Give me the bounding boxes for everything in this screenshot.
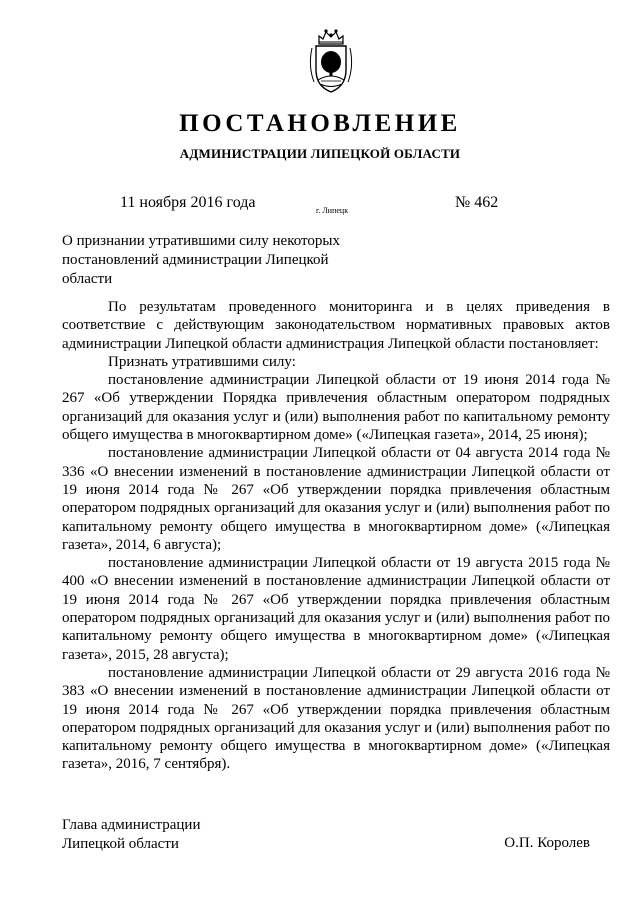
body-paragraph: постановление администрации Липецкой области от 19 августа 2015 года № 400 «О внесении изменений в постановление администрации Липецкой области от 19 июня 2014 года № 267 «Об утверждении порядка привлечения областным оператором подрядных организаций для оказания услуг и (или) выполнения работ по капитальному ремонту общего имущества в многоквартирном доме» («Липецкая газета», 2015, 28 августа);	[62, 555, 610, 663]
subject-line: О признании утратившими силу некоторых	[62, 233, 340, 249]
document-place: г. Липецк	[316, 206, 349, 215]
signatory-title-line: Липецкой области	[62, 836, 179, 852]
document-title: ПОСТАНОВЛЕНИЕ	[179, 110, 461, 137]
lipetsk-coat-of-arms-icon	[306, 26, 356, 98]
subject-line: области	[62, 271, 113, 287]
document-subject	[62, 232, 352, 289]
signatory-title-line: Глава администрации	[62, 817, 201, 833]
document-date: 11 ноября 2016 года	[120, 194, 256, 211]
subject-line: постановлений администрации Липецкой	[62, 252, 329, 268]
body-paragraph: По результатам проведенного мониторинга и в целях приведения в соответствие с действующим законодательством нормативных правовых актов администрации Липецкой области администрация Липецкой области постановляет:	[62, 299, 610, 352]
body-paragraph: постановление администрации Липецкой области от 04 августа 2014 года № 336 «О внесении изменений в постановление администрации Липецкой области от 19 июня 2014 года № 267 «Об утверждении порядка привлечения областным оператором подрядных организаций для оказания услуг и (или) выполнения работ по капитальному ремонту общего имущества в многоквартирном доме» («Липецкая газета», 2014, 6 августа);	[62, 445, 610, 553]
signatory-title	[62, 816, 200, 854]
document-number: № 462	[455, 194, 499, 211]
body-paragraph: постановление администрации Липецкой области от 19 июня 2014 года № 267 «Об утверждении Порядка привлечения областным оператором подрядных организаций для оказания услуг и (или) выполнения работ по капитальному ремонту общего имущества в многоквартирном доме» («Липецкая газета», 2014, 25 июня);	[62, 372, 610, 444]
signatory-name: О.П. Королев	[504, 835, 590, 851]
document-body	[62, 298, 610, 774]
document-subtitle: АДМИНИСТРАЦИИ ЛИПЕЦКОЙ ОБЛАСТИ	[179, 146, 461, 161]
body-paragraph: постановление администрации Липецкой области от 29 августа 2016 года № 383 «О внесении изменений в постановление администрации Липецкой области от 19 июня 2014 года № 267 «Об утверждении порядка привлечения областным оператором подрядных организаций для оказания услуг и (или) выполнения работ по капитальному ремонту общего имущества в многоквартирном доме» («Липецкая газета», 2016, 7 сентября).	[62, 664, 610, 773]
body-paragraph: Признать утратившими силу:	[108, 353, 296, 370]
